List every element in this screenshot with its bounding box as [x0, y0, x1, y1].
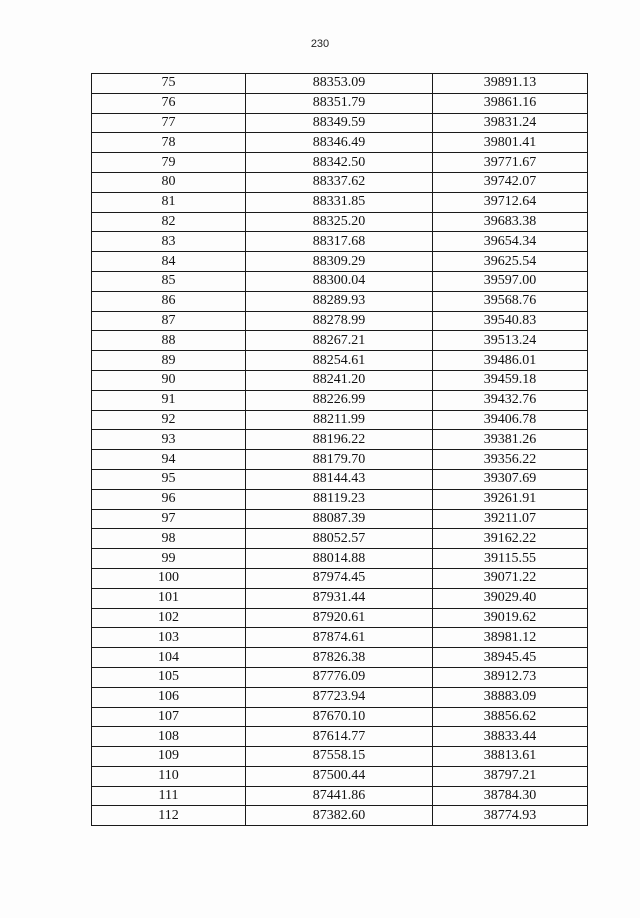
x-coordinate-cell: 88351.79: [246, 93, 433, 113]
point-number-cell: 85: [92, 271, 246, 291]
x-coordinate-cell: 88289.93: [246, 291, 433, 311]
x-coordinate-cell: 88226.99: [246, 390, 433, 410]
point-number-cell: 107: [92, 707, 246, 727]
y-coordinate-cell: 38784.30: [433, 786, 588, 806]
y-coordinate-cell: 39162.22: [433, 529, 588, 549]
point-number-cell: 102: [92, 608, 246, 628]
x-coordinate-cell: 87558.15: [246, 747, 433, 767]
x-coordinate-cell: 87931.44: [246, 588, 433, 608]
point-number-cell: 81: [92, 192, 246, 212]
y-coordinate-cell: 39356.22: [433, 450, 588, 470]
y-coordinate-cell: 39801.41: [433, 133, 588, 153]
table-row: [92, 351, 588, 371]
x-coordinate-cell: 88342.50: [246, 153, 433, 173]
x-coordinate-cell: 87920.61: [246, 608, 433, 628]
table-row: [92, 568, 588, 588]
point-number-cell: 101: [92, 588, 246, 608]
x-coordinate-cell: 88346.49: [246, 133, 433, 153]
point-number-cell: 103: [92, 628, 246, 648]
table-row: [92, 469, 588, 489]
table-row: [92, 450, 588, 470]
table-row: [92, 588, 588, 608]
x-coordinate-cell: 88014.88: [246, 549, 433, 569]
table-row: [92, 509, 588, 529]
x-coordinate-cell: 88179.70: [246, 450, 433, 470]
y-coordinate-cell: 38912.73: [433, 667, 588, 687]
y-coordinate-cell: 39513.24: [433, 331, 588, 351]
y-coordinate-cell: 39597.00: [433, 271, 588, 291]
point-number-cell: 91: [92, 390, 246, 410]
x-coordinate-cell: 88254.61: [246, 351, 433, 371]
y-coordinate-cell: 39432.76: [433, 390, 588, 410]
table-row: [92, 410, 588, 430]
x-coordinate-cell: 87974.45: [246, 568, 433, 588]
table-row: [92, 192, 588, 212]
point-number-cell: 99: [92, 549, 246, 569]
table-row: [92, 430, 588, 450]
y-coordinate-cell: 39654.34: [433, 232, 588, 252]
table-row: [92, 766, 588, 786]
y-coordinate-cell: 39771.67: [433, 153, 588, 173]
y-coordinate-cell: 38797.21: [433, 766, 588, 786]
table-row: [92, 212, 588, 232]
point-number-cell: 78: [92, 133, 246, 153]
coordinate-table: [91, 73, 588, 826]
table-row: [92, 252, 588, 272]
table-row: [92, 747, 588, 767]
x-coordinate-cell: 88337.62: [246, 172, 433, 192]
table-row: [92, 93, 588, 113]
y-coordinate-cell: 39891.13: [433, 74, 588, 94]
point-number-cell: 83: [92, 232, 246, 252]
table-row: [92, 133, 588, 153]
point-number-cell: 92: [92, 410, 246, 430]
y-coordinate-cell: 39861.16: [433, 93, 588, 113]
coordinate-table-body: [92, 74, 588, 826]
x-coordinate-cell: 87614.77: [246, 727, 433, 747]
x-coordinate-cell: 88317.68: [246, 232, 433, 252]
table-row: [92, 687, 588, 707]
y-coordinate-cell: 38981.12: [433, 628, 588, 648]
point-number-cell: 98: [92, 529, 246, 549]
table-row: [92, 648, 588, 668]
table-row: [92, 727, 588, 747]
point-number-cell: 95: [92, 469, 246, 489]
x-coordinate-cell: 88309.29: [246, 252, 433, 272]
x-coordinate-cell: 87723.94: [246, 687, 433, 707]
table-row: [92, 74, 588, 94]
table-row: [92, 271, 588, 291]
x-coordinate-cell: 87670.10: [246, 707, 433, 727]
table-row: [92, 153, 588, 173]
table-row: [92, 628, 588, 648]
y-coordinate-cell: 39261.91: [433, 489, 588, 509]
y-coordinate-cell: 38833.44: [433, 727, 588, 747]
y-coordinate-cell: 38774.93: [433, 806, 588, 826]
x-coordinate-cell: 87874.61: [246, 628, 433, 648]
y-coordinate-cell: 38856.62: [433, 707, 588, 727]
y-coordinate-cell: 39019.62: [433, 608, 588, 628]
point-number-cell: 86: [92, 291, 246, 311]
table-row: [92, 529, 588, 549]
point-number-cell: 87: [92, 311, 246, 331]
x-coordinate-cell: 87826.38: [246, 648, 433, 668]
y-coordinate-cell: 39381.26: [433, 430, 588, 450]
x-coordinate-cell: 88119.23: [246, 489, 433, 509]
point-number-cell: 105: [92, 667, 246, 687]
y-coordinate-cell: 39211.07: [433, 509, 588, 529]
x-coordinate-cell: 88300.04: [246, 271, 433, 291]
y-coordinate-cell: 39540.83: [433, 311, 588, 331]
point-number-cell: 108: [92, 727, 246, 747]
y-coordinate-cell: 39712.64: [433, 192, 588, 212]
x-coordinate-cell: 88267.21: [246, 331, 433, 351]
y-coordinate-cell: 39459.18: [433, 370, 588, 390]
point-number-cell: 93: [92, 430, 246, 450]
point-number-cell: 90: [92, 370, 246, 390]
y-coordinate-cell: 39486.01: [433, 351, 588, 371]
point-number-cell: 111: [92, 786, 246, 806]
point-number-cell: 112: [92, 806, 246, 826]
x-coordinate-cell: 87500.44: [246, 766, 433, 786]
x-coordinate-cell: 88349.59: [246, 113, 433, 133]
x-coordinate-cell: 87382.60: [246, 806, 433, 826]
x-coordinate-cell: 88087.39: [246, 509, 433, 529]
point-number-cell: 97: [92, 509, 246, 529]
x-coordinate-cell: 88325.20: [246, 212, 433, 232]
point-number-cell: 75: [92, 74, 246, 94]
y-coordinate-cell: 39568.76: [433, 291, 588, 311]
x-coordinate-cell: 88278.99: [246, 311, 433, 331]
y-coordinate-cell: 39683.38: [433, 212, 588, 232]
x-coordinate-cell: 87441.86: [246, 786, 433, 806]
x-coordinate-cell: 88144.43: [246, 469, 433, 489]
point-number-cell: 104: [92, 648, 246, 668]
point-number-cell: 76: [92, 93, 246, 113]
point-number-cell: 89: [92, 351, 246, 371]
table-row: [92, 786, 588, 806]
point-number-cell: 77: [92, 113, 246, 133]
table-row: [92, 608, 588, 628]
x-coordinate-cell: 88241.20: [246, 370, 433, 390]
table-row: [92, 232, 588, 252]
y-coordinate-cell: 39071.22: [433, 568, 588, 588]
y-coordinate-cell: 39831.24: [433, 113, 588, 133]
point-number-cell: 84: [92, 252, 246, 272]
point-number-cell: 110: [92, 766, 246, 786]
point-number-cell: 79: [92, 153, 246, 173]
y-coordinate-cell: 39307.69: [433, 469, 588, 489]
point-number-cell: 82: [92, 212, 246, 232]
table-row: [92, 707, 588, 727]
x-coordinate-cell: 88331.85: [246, 192, 433, 212]
point-number-cell: 94: [92, 450, 246, 470]
x-coordinate-cell: 88211.99: [246, 410, 433, 430]
y-coordinate-cell: 38945.45: [433, 648, 588, 668]
table-row: [92, 331, 588, 351]
table-row: [92, 370, 588, 390]
table-row: [92, 311, 588, 331]
y-coordinate-cell: 39625.54: [433, 252, 588, 272]
page-number: 230: [310, 38, 330, 50]
point-number-cell: 96: [92, 489, 246, 509]
x-coordinate-cell: 88196.22: [246, 430, 433, 450]
x-coordinate-cell: 88353.09: [246, 74, 433, 94]
y-coordinate-cell: 39406.78: [433, 410, 588, 430]
table-row: [92, 667, 588, 687]
point-number-cell: 100: [92, 568, 246, 588]
y-coordinate-cell: 39029.40: [433, 588, 588, 608]
y-coordinate-cell: 38813.61: [433, 747, 588, 767]
x-coordinate-cell: 87776.09: [246, 667, 433, 687]
y-coordinate-cell: 39742.07: [433, 172, 588, 192]
point-number-cell: 106: [92, 687, 246, 707]
table-row: [92, 113, 588, 133]
point-number-cell: 88: [92, 331, 246, 351]
point-number-cell: 80: [92, 172, 246, 192]
table-row: [92, 806, 588, 826]
table-row: [92, 489, 588, 509]
table-row: [92, 390, 588, 410]
y-coordinate-cell: 39115.55: [433, 549, 588, 569]
x-coordinate-cell: 88052.57: [246, 529, 433, 549]
point-number-cell: 109: [92, 747, 246, 767]
table-row: [92, 172, 588, 192]
table-row: [92, 549, 588, 569]
table-row: [92, 291, 588, 311]
y-coordinate-cell: 38883.09: [433, 687, 588, 707]
